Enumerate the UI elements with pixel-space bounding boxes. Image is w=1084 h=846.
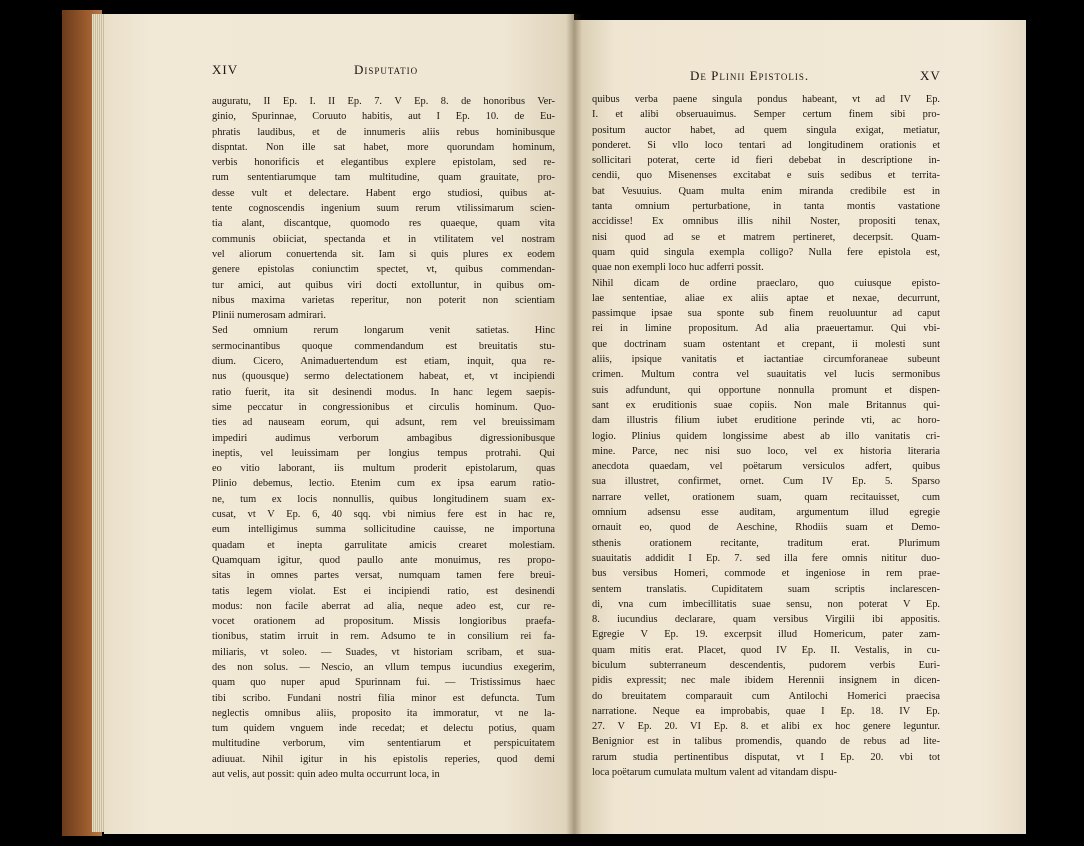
text-line: anecdota quaedam, vel poëtarum versiculos adfert, quibus — [592, 461, 940, 473]
text-line: quibus verba paene singula pondus habeant, vt ad IV Ep. — [592, 94, 940, 105]
text-line: sime peccatur in congressionibus et circulis hominum. Quo- — [212, 401, 555, 413]
text-line: phratis laudibus, et de innumeris aliis rebus hominibusque — [212, 126, 555, 138]
text-line: biculum subterraneum descendentis, pudorem verbis Euri- — [592, 659, 940, 671]
text-line: ponderet. Si vllo loco tentari ad longitudinem orationis et — [592, 139, 940, 151]
text-line: rum sententiarumque tam multitudine, quam grauitate, pro- — [212, 172, 555, 184]
text-line: sua illustret, confirmet, ornet. Cum IV Ep. 5. Sparso — [592, 476, 940, 488]
text-line: tatis legem violat. Est ei incipiendi ratio, est desinendi — [212, 585, 555, 597]
text-line: quae non exempli loco huc adferri possit. — [592, 262, 764, 274]
text-line: verbis honorificis et elegantibus explere epistolam, sed re- — [212, 157, 555, 169]
text-line: tur amici, aut quibus viri docti extolluntur, in quibus om- — [212, 279, 555, 291]
text-line: loca poëtarum cumulata multum valent ad vitandam dispu- — [592, 767, 837, 779]
text-line: genere epistolas coniunctim spectet, vt, quibus commendan- — [212, 264, 555, 276]
text-line: omnium adsensu esse auditam, argumentum illud egregie — [592, 507, 940, 519]
text-line: vel aliorum conuertenda sit. Iam si quis plures ex eodem — [212, 248, 555, 260]
text-line: modus: non facile aberrat ad alia, neque adeo est, cur re- — [212, 600, 555, 612]
text-line: tibi scribo. Fundani nostri filia minor est defuncta. Tum — [212, 692, 555, 704]
text-line: mine. Parce, nec nisi suo loco, vel ex historia literaria — [592, 445, 940, 457]
text-line: positum auctor habet, ad quem singula exigat, metiatur, — [592, 124, 940, 136]
text-line: narratione. Neque ea improbabis, quae I Ep. 18. IV Ep. — [592, 705, 940, 717]
left-page-text — [212, 94, 555, 782]
text-line: ne, tum ex locis nonnullis, quibus longitudinem suam ex- — [212, 493, 555, 505]
text-line: ineptis, vel leuissimam per longius tempus protrahi. Qui — [212, 447, 555, 459]
text-line: dam illustris filium iubet eruditione perinde vti, ac horo- — [592, 415, 940, 427]
text-line: sant ex eruditionis suae copiis. Non male Britannus qui- — [592, 399, 940, 411]
text-line: des non solus. — Nescio, an vllum tempus iucundius exegerim, — [212, 661, 555, 673]
text-line: ginio, Spurinnae, Coruuto habitis, aut I Ep. 10. de Eu- — [212, 111, 555, 123]
text-line: crimen. Multum contra vel suauitatis vel lucis sermonibus — [592, 369, 940, 381]
right-page-text — [592, 92, 940, 780]
page-number: XV — [920, 68, 941, 83]
text-line: sollicitari poterat, certe id fieri debebat in descriptione in- — [592, 155, 940, 167]
text-line: do breuitatem comparauit cum Antilochi Homerici praecisa — [592, 690, 940, 702]
text-line: narrare vellet, orationem suam, quam recitauisset, cum — [592, 491, 940, 503]
text-line: sermocinantibus quoque commendandum est breuitatis stu- — [212, 340, 555, 352]
text-line: dispntat. Non ille sat habet, more quorundam hominum, — [212, 141, 555, 153]
text-line: bat Vesuuius. Quam multa enim miranda credibile est in — [592, 185, 940, 197]
text-line: quam mitis erat. Placet, quod IV Ep. II. Vestalis, in cu- — [592, 644, 940, 656]
text-line: rei in limine propositum. Ad alia praeuertamur. Qui vbi- — [592, 323, 940, 335]
text-line: eo vitio laborant, iis multum proderit epistolarum, quas — [212, 463, 555, 475]
text-line: tanta omnium perturbatione, in tanta montis vastatione — [592, 201, 940, 213]
text-line: Plinio debemus, lectio. Etenim cum ex ipsa earum ratio- — [212, 478, 555, 490]
text-line: ornauit eo, quod de Aeschine, Rhodiis suam et Demo- — [592, 522, 940, 534]
text-line: 27. V Ep. 20. VI Ep. 8. et alibi ex hoc genere leguntur. — [592, 721, 940, 733]
text-line: sthenis orationem recitante, traditum erat. Plurimum — [592, 537, 940, 549]
text-line: Sed omnium rerum longarum venit satietas. Hinc — [212, 325, 555, 337]
text-line: aliis, ipsique vanitatis et iactantiae circumforaneae subeunt — [592, 354, 940, 366]
text-line: aut velis, aut possit: quin adeo multa occurrunt loca, in — [212, 769, 440, 781]
text-line: I. et alibi obseruauimus. Semper certum finem sibi pro- — [592, 109, 940, 121]
text-line: quam quid singula exempla colligo? Nulla fere epistola est, — [592, 246, 940, 258]
text-line: communis obiiciat, spectanda et in vtilitatem vel nostram — [212, 233, 555, 245]
text-line: Nihil dicam de ordine praeclaro, quo cuiusque episto- — [592, 277, 940, 289]
left-page — [104, 14, 574, 834]
text-line: tionibus, statim irruit in rem. Adsumo te in consilium rei fa- — [212, 631, 555, 643]
text-line: Quamquam igitur, quod paullo ante monuimus, res propo- — [212, 554, 555, 566]
text-line: tia alant, discantque, quomodo res quaeque, quam vita — [212, 218, 555, 230]
text-line: sitas in omnes partes versat, numquam tamen fere breui- — [212, 570, 555, 582]
text-line: desse vult et delectare. Habent ergo studiosi, quibus at- — [212, 187, 555, 199]
text-line: sentem translatis. Cupiditatem suam scriptis inclarescen- — [592, 583, 940, 595]
text-line: adiuuat. Nihil igitur in his epistolis reperies, quod demi — [212, 753, 555, 765]
text-line: nus (quousque) sermo delectationem habeat, et, vt incipiendi — [212, 371, 555, 383]
text-line: multitudine verborum, vim sententiarum et perspicuitatem — [212, 738, 555, 750]
right-page — [574, 20, 1026, 834]
text-line: pidis expressit; nec male ibidem Herennii insignem in dicen- — [592, 675, 940, 687]
text-line: bus versibus Homeri, commode et ingeniose in rem prae- — [592, 568, 940, 580]
text-line: passimque ipsae sua sponte sub finem reuoluuntur ad caput — [592, 308, 940, 320]
text-line: auguratu, II Ep. I. II Ep. 7. V Ep. 8. de honoribus Ver- — [212, 96, 555, 107]
page-number: XIV — [212, 62, 239, 77]
text-line: dium. Cicero, Animaduertendum est etiam, inquit, qua re- — [212, 356, 555, 368]
text-line: ties ad nauseam eorum, qui adsunt, rem vel breuissimam — [212, 417, 555, 429]
text-line: 8. iucundius declarare, quam versibus Virgilii ibi appositis. — [592, 614, 940, 626]
text-line: ratio fuerit, ita sit desinendi modus. In hanc legem saepis- — [212, 386, 555, 398]
text-line: eum intelligimus summa sollicitudine cauisse, ne importuna — [212, 524, 555, 536]
text-line: neglectis omnibus aliis, proposito ita immoratur, vt ne la- — [212, 707, 555, 719]
text-line: quadam et inepta garrulitate amicis crearet molestiam. — [212, 539, 555, 551]
book-gutter — [566, 14, 582, 834]
text-line: que doctrinam suam ostentant et crepant, ii molesti sunt — [592, 338, 940, 350]
text-line: nisi quod ad se et matrem pertineret, decerpsit. Quam- — [592, 231, 940, 243]
text-line: cusat, vt V Ep. 6, 40 sqq. vbi nimius fere est in hac re, — [212, 509, 555, 521]
text-line: suis adfundunt, qui opportune nonnulla promunt et dispen- — [592, 384, 940, 396]
text-line: Plinii numerosam admirari. — [212, 310, 326, 322]
text-line: di, vna cum imbecillitatis suae sensu, non poterat V Ep. — [592, 598, 940, 610]
text-line: rarum studia pertinentibus disputat, vt I Ep. 20. vbi tot — [592, 751, 940, 763]
text-line: quam quo nuper apud Spurinnam fui. — Tristissimus haec — [212, 677, 555, 689]
text-line: suauitatis addidit I Ep. 7. sed illa fere omnis nititur duo- — [592, 552, 940, 564]
running-head: De Plinii Epistolis. — [690, 68, 810, 83]
text-line: tente cognoscendis ingenium suum rerum vtilissimarum scien- — [212, 203, 555, 215]
text-line: Benignior est in talibus promendis, quando de rebus ad lite- — [592, 736, 940, 748]
text-line: lae sententiae, aliae ex aliis aptae et nexae, decurrunt, — [592, 292, 940, 304]
text-line: vocet orationem ad propositum. Missis longioribus praefa- — [212, 616, 555, 628]
text-line: tum quidem vnguem inde recedat; et delectu potius, quam — [212, 723, 555, 735]
text-line: accidisse! Ex omnibus illis nihil Noster, propositi tenax, — [592, 216, 940, 228]
text-line: nibus maxima varietas reperitur, non poterit non scientiam — [212, 294, 555, 306]
text-line: miliaris, vt soleo. — Suades, vt historiam scribam, et sua- — [212, 646, 555, 658]
text-line: impediri audimus verborum ambagibus digressionibusque — [212, 432, 555, 444]
text-line: Egregie V Ep. 19. excerpsit illud Homericum, pater zam- — [592, 629, 940, 641]
running-head: Disputatio — [354, 62, 419, 77]
text-line: cendii, quo Misenenses excitabat e suis sedibus et territa- — [592, 170, 940, 182]
text-line: logio. Plinius quidem longissime abest ab illo vanitatis cri- — [592, 430, 940, 442]
